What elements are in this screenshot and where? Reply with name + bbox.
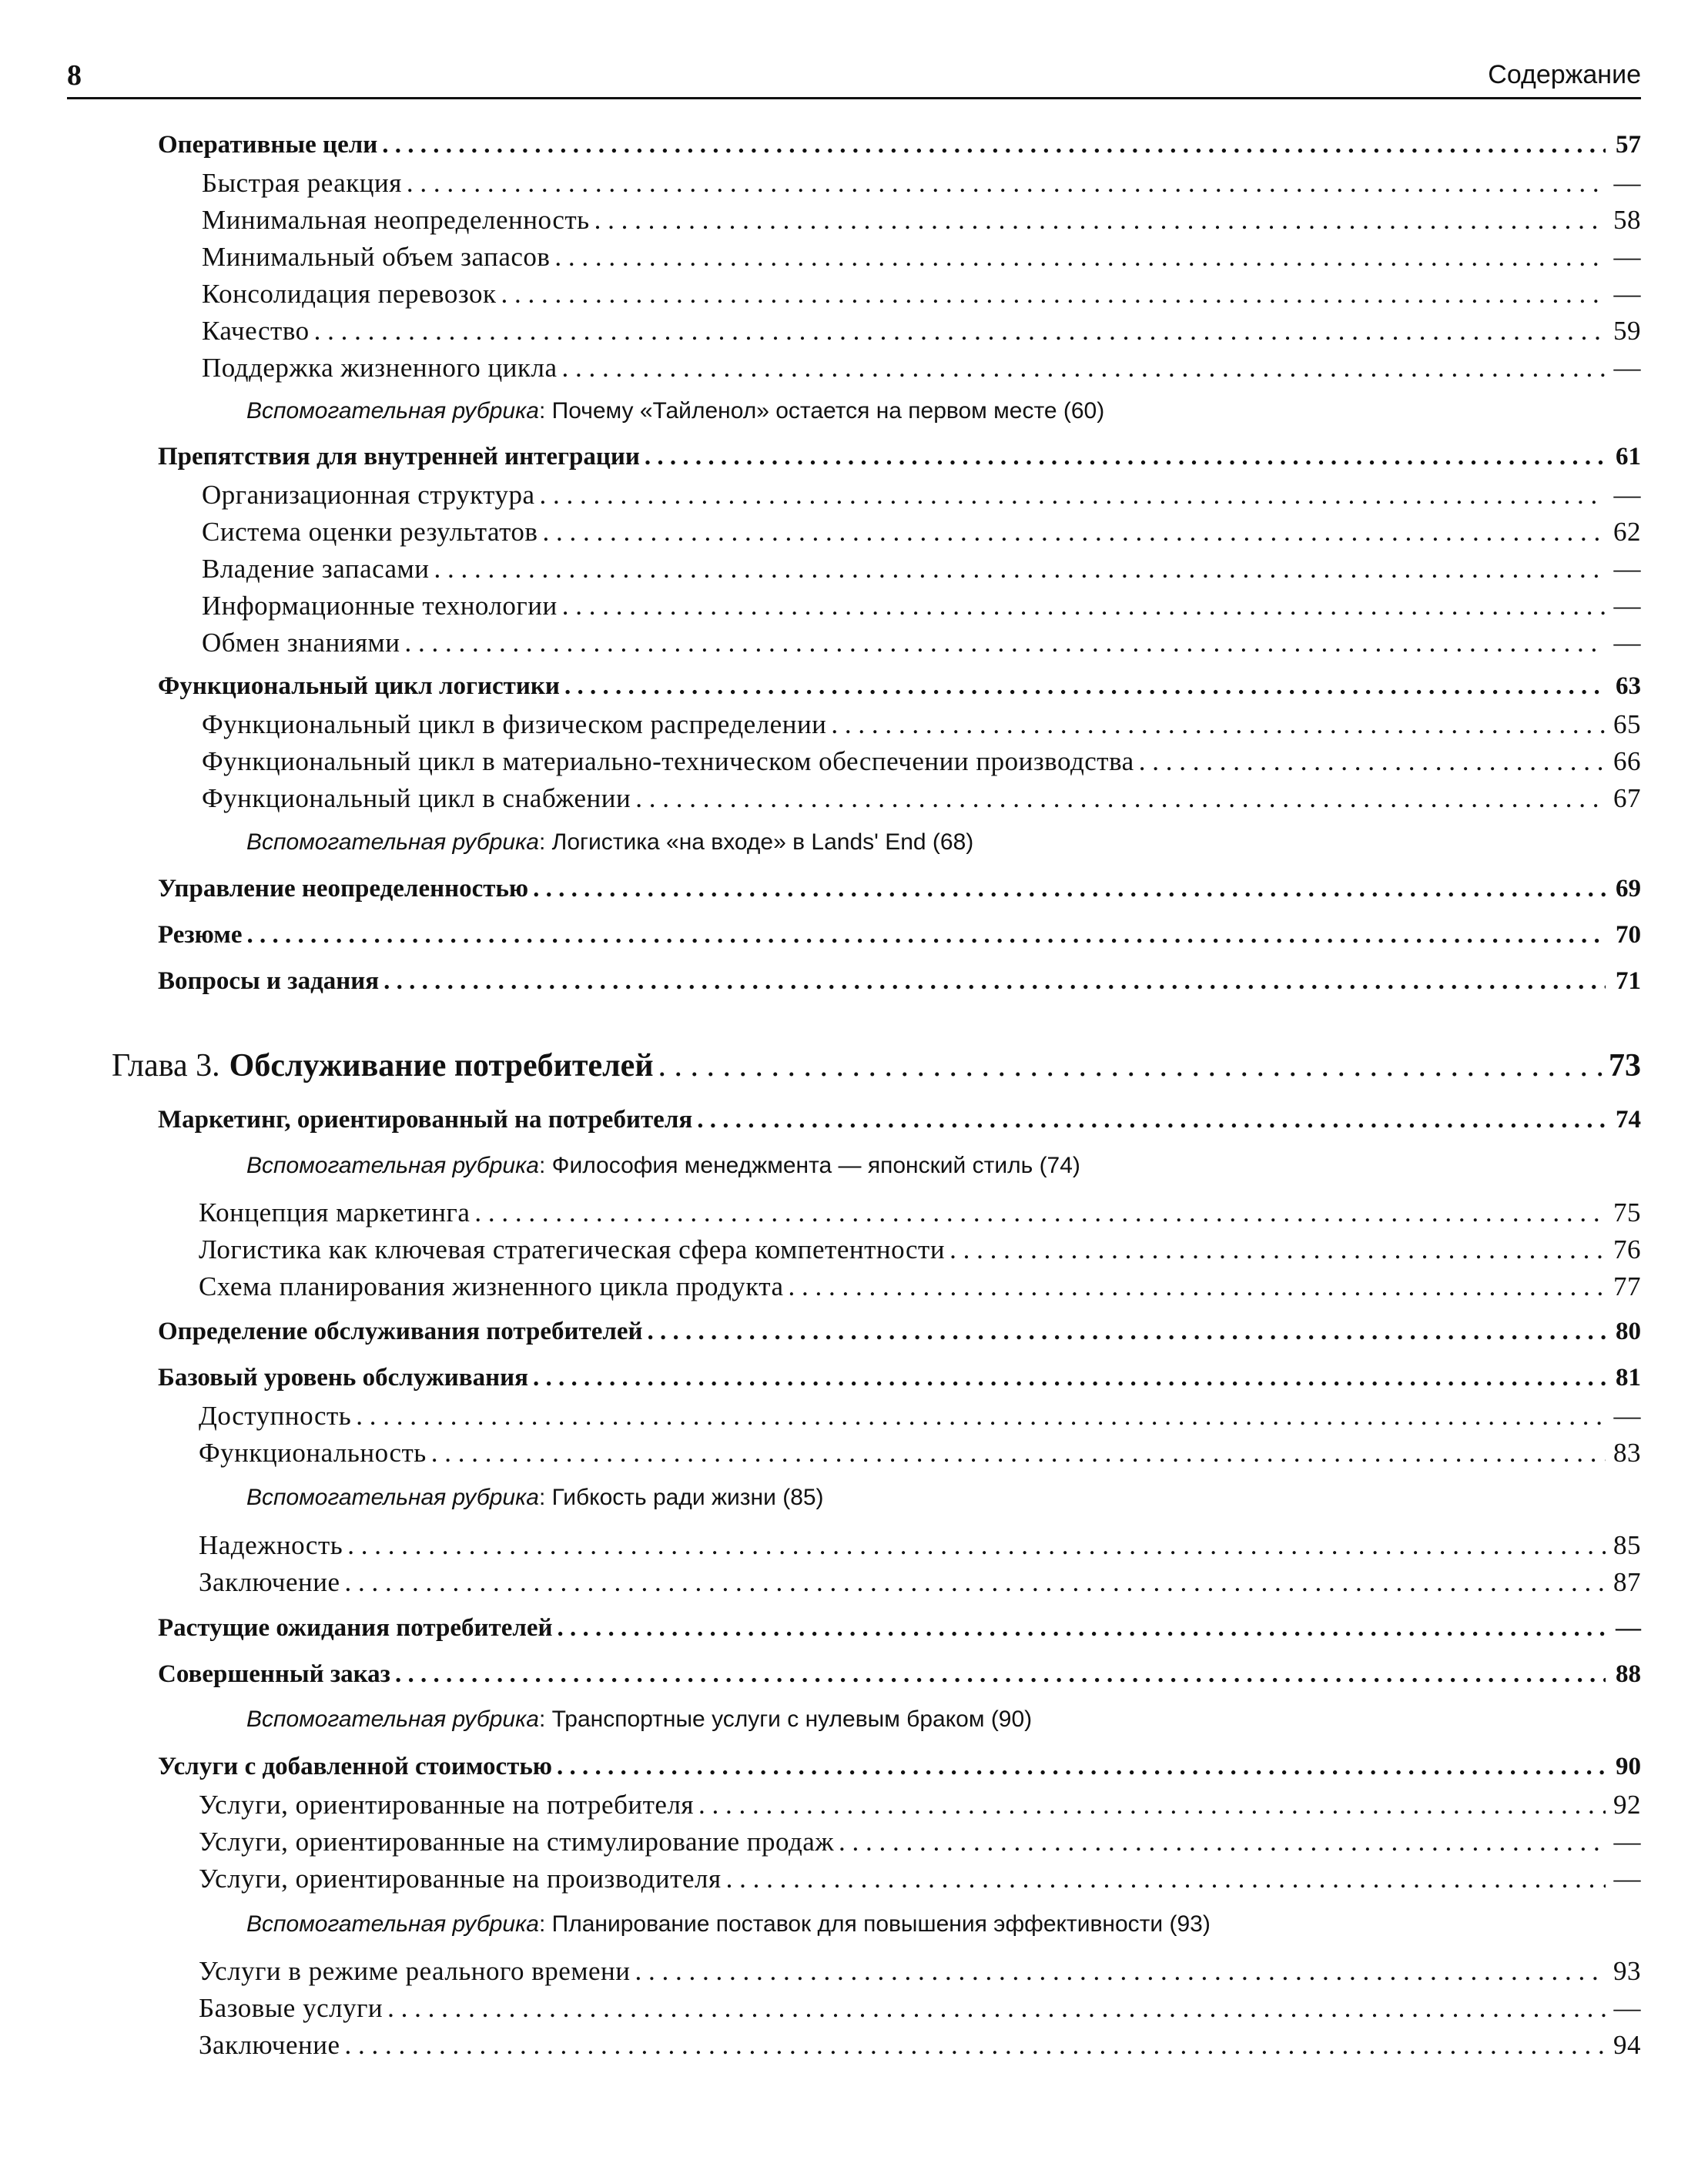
- dot-leader: [542, 517, 1606, 548]
- toc-entry-page: 75: [1613, 1197, 1641, 1228]
- dot-leader: [347, 1530, 1606, 1561]
- sidebar-rubric-text: Гибкость ради жизни (85): [551, 1485, 824, 1510]
- toc-entry-title: Логистика как ключевая стратегическая сфера компетентности: [199, 1234, 946, 1264]
- running-title: Содержание: [1488, 60, 1641, 89]
- toc-subsection[interactable]: [199, 1567, 1641, 1603]
- toc-entry-page: 73: [1609, 1048, 1641, 1084]
- sidebar-rubric-note: Вспомогательная рубрика: Гибкость ради жизни (85): [246, 1485, 824, 1510]
- toc-entry-page: —: [1613, 1993, 1641, 2023]
- sidebar-rubric-note: Вспомогательная рубрика: Философия менеджмента — японский стиль (74): [246, 1153, 1080, 1178]
- dot-leader: [247, 921, 1606, 950]
- dot-leader: [648, 1318, 1606, 1346]
- toc-entry-title: Система оценки результатов: [202, 517, 538, 547]
- toc-subsection[interactable]: [199, 1827, 1641, 1862]
- toc-entry-title: Надежность: [199, 1530, 343, 1560]
- toc-entry-title: Обмен знаниями: [202, 628, 400, 658]
- toc-section[interactable]: [158, 921, 1641, 956]
- toc-entry-title: Заключение: [199, 2030, 340, 2060]
- dot-leader: [594, 205, 1606, 236]
- toc-entry-title: Функциональный цикл в снабжении: [202, 783, 631, 813]
- dot-leader: [383, 967, 1606, 996]
- toc-entry-page: 93: [1613, 1956, 1641, 1986]
- toc-subsection[interactable]: [199, 1197, 1641, 1233]
- toc-entry-page: 76: [1613, 1234, 1641, 1264]
- sidebar-rubric-text: Планирование поставок для повышения эффективности (93): [551, 1911, 1211, 1937]
- sidebar-rubric-label: Вспомогательная рубрика: [246, 1911, 539, 1937]
- toc-entry-title: Функциональность: [199, 1438, 427, 1468]
- dot-leader: [431, 1438, 1606, 1469]
- toc-section[interactable]: [158, 131, 1641, 166]
- sidebar-rubric-label: Вспомогательная рубрика: [246, 1485, 539, 1510]
- toc-entry-page: —: [1613, 279, 1641, 309]
- toc-entry-title: Качество: [202, 316, 310, 346]
- toc-entry-title: Совершенный заказ: [158, 1660, 390, 1688]
- dot-leader: [558, 1614, 1606, 1643]
- toc-entry-page: 85: [1613, 1530, 1641, 1560]
- toc-entry-page: —: [1613, 1827, 1641, 1857]
- toc-section[interactable]: [158, 967, 1641, 1003]
- toc-entry-title: Минимальный объем запасов: [202, 242, 551, 272]
- toc-section[interactable]: [158, 672, 1641, 708]
- dot-leader: [839, 1827, 1606, 1857]
- toc-subsection[interactable]: [202, 709, 1641, 745]
- dot-leader: [564, 672, 1606, 701]
- toc-subsection[interactable]: [202, 242, 1641, 277]
- toc-section[interactable]: [158, 443, 1641, 478]
- toc-entry-title: Информационные технологии: [202, 591, 558, 621]
- toc-entry-title: Организационная структура: [202, 480, 535, 510]
- dot-leader: [697, 1106, 1606, 1134]
- dot-leader: [554, 242, 1606, 273]
- dot-leader: [949, 1234, 1606, 1265]
- dot-leader: [635, 783, 1606, 814]
- toc-entry-page: 94: [1613, 2030, 1641, 2060]
- toc-entry-page: 74: [1616, 1106, 1641, 1134]
- toc-entry-title: Схема планирования жизненного цикла продукта: [199, 1271, 784, 1301]
- toc-entry-title: Оперативные цели: [158, 131, 378, 159]
- dot-leader: [831, 709, 1606, 740]
- dot-leader: [635, 1956, 1606, 1987]
- sidebar-rubric-note: Вспомогательная рубрика: Почему «Тайленол» остается на первом месте (60): [246, 398, 1105, 424]
- toc-entry-page: —: [1613, 168, 1641, 198]
- toc-entry-title: Растущие ожидания потребителей: [158, 1614, 553, 1642]
- dot-leader: [404, 628, 1606, 658]
- toc-entry-page: 57: [1616, 131, 1641, 159]
- toc-section[interactable]: [158, 1318, 1641, 1353]
- toc-entry-title: Концепция маркетинга: [199, 1197, 471, 1228]
- dot-leader: [645, 443, 1606, 471]
- toc-subsection[interactable]: [199, 1271, 1641, 1307]
- toc-subsection[interactable]: [199, 1956, 1641, 1991]
- toc-entry-title: Маркетинг, ориентированный на потребителя: [158, 1106, 693, 1134]
- dot-leader: [562, 591, 1606, 621]
- toc-entry-page: —: [1613, 1401, 1641, 1431]
- toc-entry-page: 87: [1613, 1567, 1641, 1597]
- sidebar-rubric-label: Вспомогательная рубрика: [246, 1153, 539, 1178]
- toc-entry-title: Услуги в режиме реального времени: [199, 1956, 631, 1986]
- toc-subsection[interactable]: [202, 517, 1641, 552]
- toc-entry-title: Обслуживание потребителей: [229, 1048, 654, 1084]
- dot-leader: [562, 353, 1606, 383]
- toc-entry-title: Функциональный цикл в материально-техническом обеспечении производства: [202, 746, 1134, 776]
- toc-section[interactable]: [158, 1660, 1641, 1696]
- toc-subsection[interactable]: [199, 1864, 1641, 1899]
- dot-leader: [533, 1364, 1606, 1392]
- toc-entry-title: Поддержка жизненного цикла: [202, 353, 558, 383]
- toc-entry-page: —: [1613, 353, 1641, 383]
- sidebar-rubric-text: Почему «Тайленол» остается на первом месте (60): [551, 398, 1105, 424]
- toc-entry-page: —: [1613, 480, 1641, 510]
- dot-leader: [726, 1864, 1606, 1894]
- toc-entry-page: 63: [1616, 672, 1641, 700]
- dot-leader: [698, 1790, 1606, 1820]
- toc-entry-title: Резюме: [158, 921, 243, 949]
- toc-entry-title: Владение запасами: [202, 554, 430, 584]
- dot-leader: [658, 1047, 1604, 1084]
- toc-entry-page: 81: [1616, 1364, 1641, 1392]
- toc-entry-title: Услуги, ориентированные на потребителя: [199, 1790, 695, 1820]
- toc-subsection[interactable]: [202, 628, 1641, 663]
- dot-leader: [434, 554, 1606, 584]
- toc-entry-title: Управление неопределенностью: [158, 875, 529, 903]
- dot-leader: [407, 168, 1606, 199]
- toc-entry-title: Доступность: [199, 1401, 352, 1431]
- chapter-prefix: Глава 3.: [112, 1048, 220, 1084]
- toc-subsection[interactable]: [199, 1234, 1641, 1270]
- dot-leader: [474, 1197, 1606, 1228]
- toc-entry-page: 62: [1613, 517, 1641, 547]
- toc-subsection[interactable]: [202, 554, 1641, 589]
- toc-entry-page: 65: [1613, 709, 1641, 739]
- dot-leader: [789, 1271, 1606, 1302]
- dot-leader: [540, 480, 1606, 511]
- sidebar-rubric-text: Транспортные услуги с нулевым браком (90): [551, 1706, 1033, 1732]
- toc-entry-title: Определение обслуживания потребителей: [158, 1318, 643, 1345]
- page-number: 8: [67, 59, 82, 92]
- toc-entry-page: 83: [1613, 1438, 1641, 1468]
- toc-entry-title: Функциональный цикл в физическом распределении: [202, 709, 827, 739]
- toc-entry-title: Быстрая реакция: [202, 168, 402, 198]
- toc-section[interactable]: [158, 875, 1641, 910]
- toc-entry-page: 58: [1613, 205, 1641, 235]
- toc-entry-page: —: [1613, 554, 1641, 584]
- sidebar-rubric-text: Логистика «на входе» в Lands' End (68): [551, 829, 974, 855]
- toc-entry-page: —: [1613, 1864, 1641, 1894]
- toc-entry-page: 69: [1616, 875, 1641, 903]
- toc-entry-page: —: [1616, 1614, 1641, 1642]
- toc-entry-title: Услуги с добавленной стоимостью: [158, 1753, 552, 1780]
- toc-subsection[interactable]: [199, 1438, 1641, 1473]
- dot-leader: [382, 131, 1606, 159]
- toc-subsection[interactable]: [199, 1993, 1641, 2028]
- dot-leader: [345, 2030, 1606, 2061]
- toc-entry-title: Консолидация перевозок: [202, 279, 497, 309]
- toc-entry-page: 88: [1616, 1660, 1641, 1688]
- toc-subsection[interactable]: [202, 353, 1641, 388]
- toc-subsection[interactable]: [202, 205, 1641, 240]
- dot-leader: [345, 1567, 1606, 1598]
- toc-section[interactable]: [158, 1364, 1641, 1399]
- dot-leader: [557, 1753, 1606, 1781]
- toc-entry-page: 61: [1616, 443, 1641, 471]
- toc-subsection[interactable]: [202, 591, 1641, 626]
- toc-section[interactable]: [158, 1106, 1641, 1141]
- sidebar-rubric-note: Вспомогательная рубрика: Транспортные услуги с нулевым браком (90): [246, 1706, 1033, 1732]
- sidebar-rubric-label: Вспомогательная рубрика: [246, 398, 539, 424]
- toc-entry-title: Заключение: [199, 1567, 340, 1597]
- toc-entry-title: Услуги, ориентированные на производителя: [199, 1864, 722, 1894]
- toc-entry-title: Базовые услуги: [199, 1993, 383, 2023]
- toc-entry-page: —: [1613, 242, 1641, 272]
- toc-entry-page: 77: [1613, 1271, 1641, 1301]
- toc-entry-page: 59: [1613, 316, 1641, 346]
- toc-entry-page: —: [1613, 628, 1641, 658]
- dot-leader: [1139, 746, 1606, 777]
- toc-entry-page: 90: [1616, 1753, 1641, 1780]
- toc-entry-title: Функциональный цикл логистики: [158, 672, 560, 700]
- toc-entry-page: 70: [1616, 921, 1641, 949]
- toc-entry-title: Вопросы и задания: [158, 967, 380, 995]
- toc-entry-page: 80: [1616, 1318, 1641, 1345]
- toc-subsection[interactable]: [199, 1401, 1641, 1436]
- sidebar-rubric-note: Вспомогательная рубрика: Планирование поставок для повышения эффективности (93): [246, 1911, 1211, 1937]
- toc-entry-page: 71: [1616, 967, 1641, 995]
- toc-section[interactable]: [158, 1614, 1641, 1650]
- toc-entry-page: 67: [1613, 783, 1641, 813]
- dot-leader: [356, 1401, 1606, 1432]
- dot-leader: [501, 279, 1606, 310]
- toc-subsection[interactable]: [199, 1530, 1641, 1566]
- toc-subsection[interactable]: [199, 2030, 1641, 2065]
- dot-leader: [387, 1993, 1606, 2024]
- toc-subsection[interactable]: [202, 316, 1641, 351]
- toc-subsection[interactable]: [202, 480, 1641, 515]
- toc-subsection[interactable]: [202, 279, 1641, 314]
- toc-entry-title: Базовый уровень обслуживания: [158, 1364, 528, 1392]
- sidebar-rubric-label: Вспомогательная рубрика: [246, 829, 539, 855]
- dot-leader: [314, 316, 1606, 347]
- toc-entry-title: Препятствия для внутренней интеграции: [158, 443, 640, 471]
- toc-entry-page: —: [1613, 591, 1641, 621]
- dot-leader: [533, 875, 1606, 903]
- toc-subsection[interactable]: [202, 783, 1641, 819]
- sidebar-rubric-note: Вспомогательная рубрика: Логистика «на входе» в Lands' End (68): [246, 829, 974, 855]
- toc-subsection[interactable]: [202, 168, 1641, 203]
- toc-chapter[interactable]: [112, 1047, 1641, 1090]
- toc-entry-page: 66: [1613, 746, 1641, 776]
- toc-entry-title: Услуги, ориентированные на стимулирование продаж: [199, 1827, 835, 1857]
- toc-subsection[interactable]: [202, 746, 1641, 782]
- toc-section[interactable]: [158, 1753, 1641, 1788]
- dot-leader: [395, 1660, 1606, 1689]
- toc-entry-page: 92: [1613, 1790, 1641, 1820]
- toc-subsection[interactable]: [199, 1790, 1641, 1825]
- sidebar-rubric-label: Вспомогательная рубрика: [246, 1706, 539, 1732]
- sidebar-rubric-text: Философия менеджмента — японский стиль (74): [551, 1153, 1080, 1178]
- toc-entry-title: Минимальная неопределенность: [202, 205, 590, 235]
